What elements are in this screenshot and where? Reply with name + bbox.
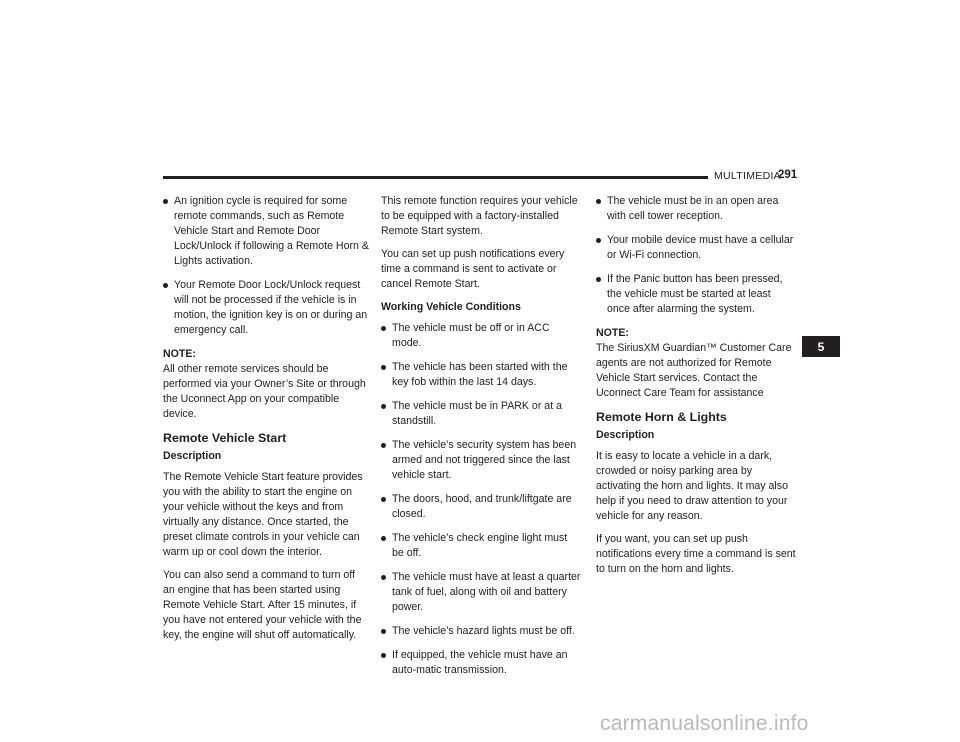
page-number: 291 — [778, 169, 798, 181]
section-title: Remote Vehicle Start — [163, 431, 287, 445]
bullet-item: If equipped, the vehicle must have an auto-matic transmission. — [381, 648, 581, 678]
note-text: The SiriusXM Guardian™ Customer Care agents are not authorized for Remote Vehicle Start services. Contact the Uconnect Care Team for assistance — [596, 342, 792, 399]
bullet-item: An ignition cycle is required for some remote commands, such as Remote Vehicle Start and Remote Door Lock/Unlock if following a Remote Horn & Lights activation. — [163, 194, 369, 269]
bullet-item: The vehicle must be in an open area with cell tower reception. — [596, 194, 796, 224]
paragraph: You can set up push notifications every time a command is sent to activate or cancel Remote Start. — [381, 248, 565, 290]
section-title: Remote Horn & Lights — [596, 410, 727, 424]
chapter-tab: 5 — [802, 336, 840, 357]
bullet-item: The vehicle must be in PARK or at a standstill. — [381, 399, 581, 429]
subsection-title: Working Vehicle Conditions — [381, 301, 521, 313]
note-label: NOTE: — [596, 327, 629, 339]
paragraph: If you want, you can set up push notifications every time a command is sent to turn on the horn and lights. — [596, 533, 796, 575]
running-header-title: MULTIMEDIA — [714, 170, 781, 182]
watermark: carmanualsonline.info — [600, 712, 809, 735]
note-text: All other remote services should be performed via your Owner’s Site or through the Uconnect App on your compatible device. — [163, 363, 366, 420]
paragraph: You can also send a command to turn off an engine that has been started using Remote Vehicle Start. After 15 minutes, if you have not entered your vehicle with the key, the engine will shut off automatically. — [163, 569, 362, 641]
header-rule — [163, 176, 708, 179]
bullet-item: The doors, hood, and trunk/liftgate are closed. — [381, 492, 581, 522]
bullet-item: The vehicle’s check engine light must be off. — [381, 531, 581, 561]
paragraph: It is easy to locate a vehicle in a dark, crowded or noisy parking area by activating the horn and lights. It may also help if you need to draw attention to your vehicle for any reason. — [596, 450, 788, 522]
bullet-item: Your Remote Door Lock/Unlock request will not be processed if the vehicle is in motion, the ignition key is on or during an emergency call. — [163, 278, 369, 338]
paragraph: The Remote Vehicle Start feature provides you with the ability to start the engine on your vehicle without the keys and from virtually any distance. Once started, the preset climate controls in your vehicle can warm up or cool down the interior. — [163, 471, 363, 558]
bullet-item: If the Panic button has been pressed, the vehicle must be started at least once after alarming the system. — [596, 272, 796, 317]
column-left — [163, 194, 369, 651]
paragraph: This remote function requires your vehicle to be equipped with a factory-installed Remote Start system. — [381, 195, 578, 237]
bullet-item: Your mobile device must have a cellular or Wi-Fi connection. — [596, 233, 796, 263]
bullet-item: The vehicle must be off or in ACC mode. — [381, 321, 581, 351]
note-label: NOTE: — [163, 348, 196, 360]
bullet-item: The vehicle’s security system has been armed and not triggered since the last vehicle start. — [381, 438, 581, 483]
bullet-item: The vehicle has been started with the key fob within the last 14 days. — [381, 360, 581, 390]
subsection-title: Description — [596, 429, 655, 441]
subsection-title: Description — [163, 450, 222, 462]
column-middle — [381, 194, 581, 687]
bullet-item: The vehicle’s hazard lights must be off. — [381, 624, 581, 639]
column-right — [596, 194, 796, 585]
bullet-item: The vehicle must have at least a quarter tank of fuel, along with oil and battery power. — [381, 570, 581, 615]
